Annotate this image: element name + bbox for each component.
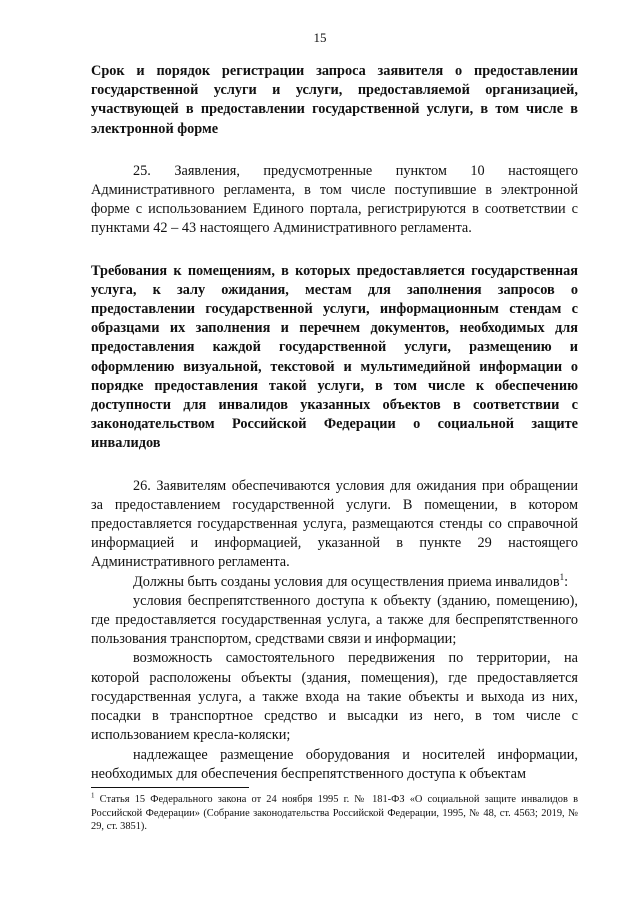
paragraph-movement: возможность самостоятельного передвижения по территории, на которой расположены объекты (здания, помещения), где предоставляется государственная услуга, а также входа на такие объекты и выхода из них, посадки в транспортное средство и высадки из него, в том числе с использованием кресла-коляски;: [91, 650, 578, 744]
spacer: [91, 239, 578, 262]
paragraph-disabled-conditions-text: Должны быть созданы условия для осуществления приема инвалидов: [133, 573, 560, 590]
paragraph-26: 26. Заявителям обеспечиваются условия для ожидания при обращении за предоставлением государственной услуги. В помещении, в котором предоставляется государственная услуга, размещаются стенды со справочной информацией и информацией, указанной в пункте 29 настоящего Административного регламента.: [91, 477, 578, 571]
document-body: [91, 62, 578, 784]
spacer: [91, 454, 578, 477]
paragraph-colon: :: [564, 573, 569, 590]
page-number: 15: [313, 30, 327, 45]
section-heading-registration: Срок и порядок регистрации запроса заявителя о предоставлении государственной услуги и услуги, предоставляемой организацией, участвующей в предоставлении государственной услуги, в том числе в электронной форме: [91, 63, 578, 137]
spacer: [91, 139, 578, 162]
paragraph-disabled-conditions: [91, 573, 578, 592]
footnote-text: Статья 15 Федерального закона от 24 ноября 1995 г. № 181-ФЗ «О социальной защите инвалидов в Российской Федерации» (Собрание законодательства Российской Федерации, 1995, № 48, ст. 4563; 2019, № 29, ст. 3851).: [91, 794, 578, 833]
paragraph-equipment: надлежащее размещение оборудования и носителей информации, необходимых для обеспечения беспрепятственного доступа к объектам: [91, 746, 578, 782]
footnote-reference[interactable]: 1: [559, 571, 565, 582]
footnote-divider: [91, 787, 249, 788]
footnote: [91, 793, 578, 834]
paragraph-access-conditions: условия беспрепятственного доступа к объекту (зданию, помещению), где предоставляется государственная услуга, а также для беспрепятственного пользования транспортом, средствами связи и информации;: [91, 592, 578, 648]
section-heading-premises: Требования к помещениям, в которых предоставляется государственная услуга, к залу ожидания, местам для заполнения запросов о предоставлении государственной услуги, информационным стендам с образцами их заполнения и перечнем документов, необходимых для предоставления каждой государственной услуги, размещению и оформлению визуальной, текстовой и мультимедийной информации о порядке предоставления такой услуги, в том числе к обеспечению доступности для инвалидов указанных объектов в соответствии с законодательством Российской Федерации о социальной защите инвалидов: [91, 262, 578, 452]
footnote-marker: 1: [91, 791, 95, 800]
paragraph-25: 25. Заявления, предусмотренные пунктом 10 настоящего Административного регламента, в том числе поступившие в электронной форме с использованием Единого портала, регистрируются в соответствии с пунктами 42 – 43 настоящего Административного регламента.: [91, 162, 578, 237]
